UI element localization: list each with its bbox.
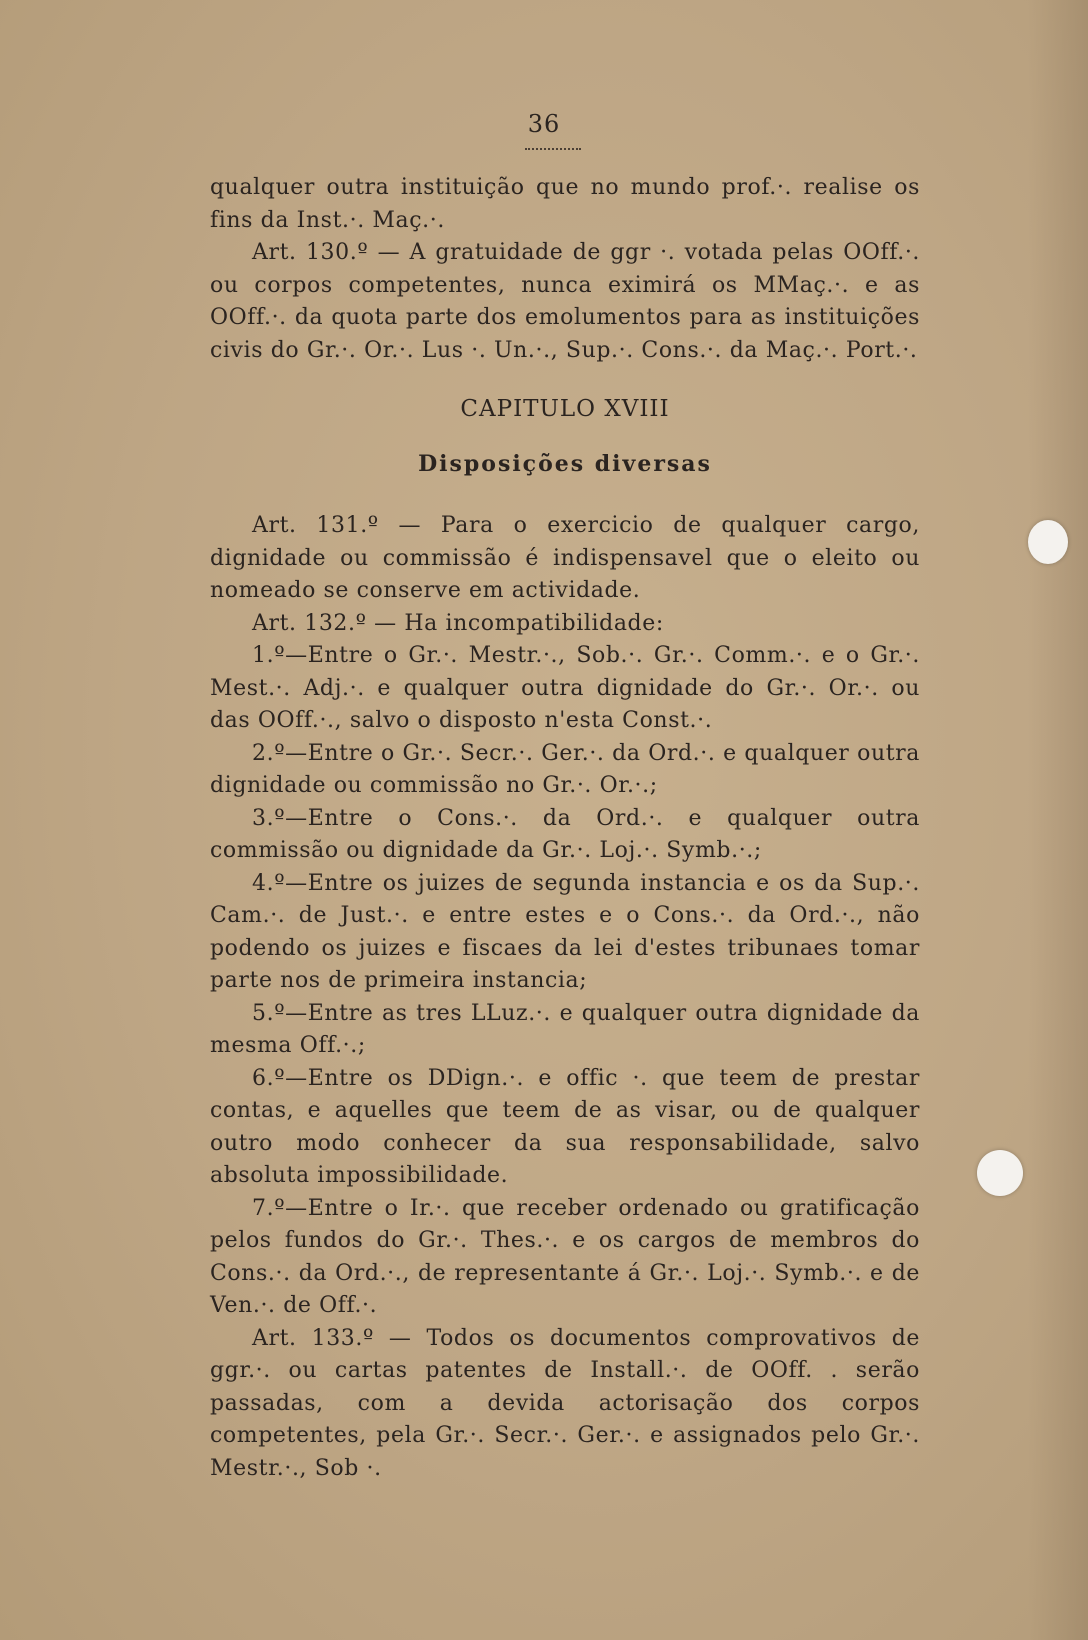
chapter-subtitle: Disposições diversas — [418, 450, 712, 477]
paragraph-item-4: 4.º—Entre os juizes de segunda instancia e os da Sup.·. Cam.·. de Just.·. e entre estes e o Cons.·. da Ord.·., não podendo os juizes e fiscaes da lei d'estes tribunaes tomar parte nos de primeira instancia; — [210, 870, 920, 993]
punch-hole-top — [1028, 520, 1068, 564]
paragraph-item-2: 2.º—Entre o Gr.·. Secr.·. Ger.·. da Ord.·. e qualquer outra dignidade ou commissão no Gr.·. Or.·.; — [210, 740, 920, 798]
page-number-rule — [525, 148, 581, 150]
paragraph-art-133: Art. 133.º — Todos os documentos comprovativos de ggr.·. ou cartas patentes de Install.·. de OOff. . serão passadas, com a devida actorisação dos corpos competentes, pela Gr.·. Secr.·. Ger.·. e assignados pelo Gr.·. Mestr.·., Sob ·. — [210, 1325, 920, 1481]
paragraph-item-3: 3.º—Entre o Cons.·. da Ord.·. e qualquer outra commissão ou dignidade da Gr.·. Loj.·. Symb.·.; — [210, 805, 920, 863]
paragraph-art-132: Art. 132.º — Ha incompatibilidade: — [252, 610, 664, 636]
page-edge-shadow — [1028, 0, 1088, 1640]
paragraph-art-130: Art. 130.º — A gratuidade de ggr ·. votada pelas OOff.·. ou corpos competentes, nunca eximirá os MMaç.·. e as OOff.·. da quota parte dos emolumentos para as instituições civis do Gr.·. Or.·. Lus ·. Un.·., Sup.·. Cons.·. da Maç.·. Port.·. — [210, 240, 920, 363]
paragraph-art-131: Art. 131.º — Para o exercicio de qualquer cargo, dignidade ou commissão é indispensavel que o eleito ou nomeado se conserve em actividade. — [210, 513, 920, 603]
paragraph-item-5: 5.º—Entre as tres LLuz.·. e qualquer outra dignidade da mesma Off.·.; — [210, 1000, 920, 1058]
paragraph-item-6: 6.º—Entre os DDign.·. e offic ·. que teem de prestar contas, e aquelles que teem de as visar, ou de qualquer outro modo conhecer da sua responsabilidade, salvo absoluta impossibilidade. — [210, 1065, 920, 1188]
punch-hole-bottom — [977, 1150, 1023, 1196]
paragraph-continued: qualquer outra instituição que no mundo prof.·. realise os fins da Inst.·. Maç.·. — [210, 175, 920, 233]
paragraph-item-1: 1.º—Entre o Gr.·. Mestr.·., Sob.·. Gr.·. Comm.·. e o Gr.·. Mest.·. Adj.·. e qualquer outra dignidade do Gr.·. Or.·. ou das OOff.·., salvo o disposto n'esta Const.·. — [210, 643, 920, 733]
paragraph-item-7: 7.º—Entre o Ir.·. que receber ordenado ou gratificação pelos fundos do Gr.·. Thes.·. e os cargos de membros do Cons.·. da Ord.·., de representante á Gr.·. Loj.·. Symb.·. e de Ven.·. de Off.·. — [210, 1195, 920, 1318]
body-text — [210, 172, 920, 1485]
page-number: 36 — [527, 110, 561, 138]
chapter-title: CAPITULO XVIII — [460, 396, 670, 422]
